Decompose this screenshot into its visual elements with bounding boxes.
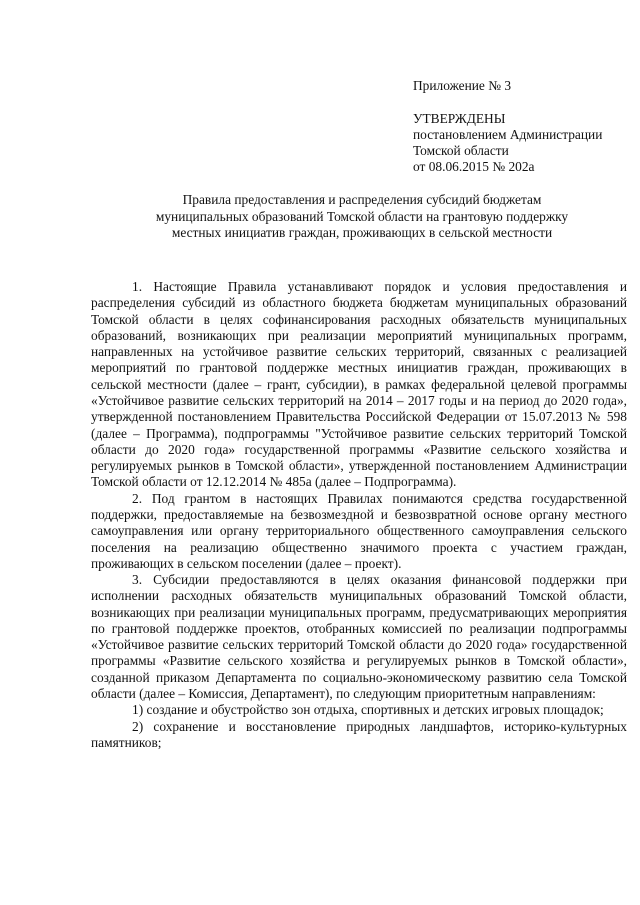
approval-line-3: от 08.06.2015 № 202а: [413, 159, 535, 174]
appendix-number: Приложение № 3: [413, 78, 512, 93]
document-title: [100, 192, 624, 242]
paragraph-2: 2. Под грантом в настоящих Правилах понимаются средства государственной поддержки, предоставляемые на безвозмездной и безвозвратной основе органу местного самоуправления или органу территориального общественного самоуправления сельского поселения на реализацию общественно значимого проекта с участием граждан, проживающих в сельском поселении (далее – проект).: [91, 490, 627, 571]
document-body: [91, 279, 627, 751]
approval-line-1: постановлением Администрации: [413, 127, 603, 142]
list-item-2: 2) сохранение и восстановление природных ландшафтов, историко-культурных памятников;: [91, 718, 627, 750]
list-item-1: 1) создание и обустройство зон отдыха, спортивных и детских игровых площадок;: [132, 702, 604, 718]
paragraph-1: 1. Настоящие Правила устанавливают порядок и условия предоставления и распределения субсидий из областного бюджета бюджетам муниципальных образований Томской области в целях софинансирования расходных обязательств муниципальных образований, возникающих при реализации мероприятий муниципальных программ, направленных на устойчивое развитие сельских территорий, связанных с реализацией мероприятий по грантовой поддержке местных инициатив граждан, проживающих в сельской местности (далее – грант, субсидии), в рамках федеральной целевой программы «Устойчивое развитие сельских территорий на 2014 – 2017 годы и на период до 2020 года», утвержденной постановлением Правительства Российской Федерации от 15.07.2013 № 598 (далее – Программа), подпрограммы "Устойчивое развитие сельских территорий Томской области до 2020 года» государственной программы «Развитие сельского хозяйства и регулируемых рынков в Томской области», утвержденной постановлением Администрации Томской области от 12.12.2014 № 485а (далее – Подпрограмма).: [91, 279, 627, 490]
paragraph-3: 3. Субсидии предоставляются в целях оказания финансовой поддержки при исполнении расходных обязательств муниципальных образований Томской области, возникающих при реализации муниципальных программ, предусматривающих мероприятия по грантовой поддержке проектов, отобранных комиссией по реализации подпрограммы «Устойчивое развитие сельских территорий Томской области до 2020 года» государственной программы «Развитие сельского хозяйства и регулируемых рынков в Томской области», созданной приказом Департамента по социально-экономическому развитию села Томской области (далее – Комиссия, Департамент), по следующим приоритетным направлениям:: [91, 572, 627, 702]
approval-line-2: Томской области: [413, 143, 509, 158]
approval-block: [413, 78, 628, 175]
title-line-3: местных инициатив граждан, проживающих в сельской местности: [171, 225, 553, 240]
approved-heading: УТВЕРЖДЕНЫ: [413, 111, 506, 126]
title-line-2: муниципальных образований Томской области на грантовую поддержку: [155, 208, 569, 224]
title-line-1: Правила предоставления и распределения субсидий бюджетам: [182, 192, 542, 207]
